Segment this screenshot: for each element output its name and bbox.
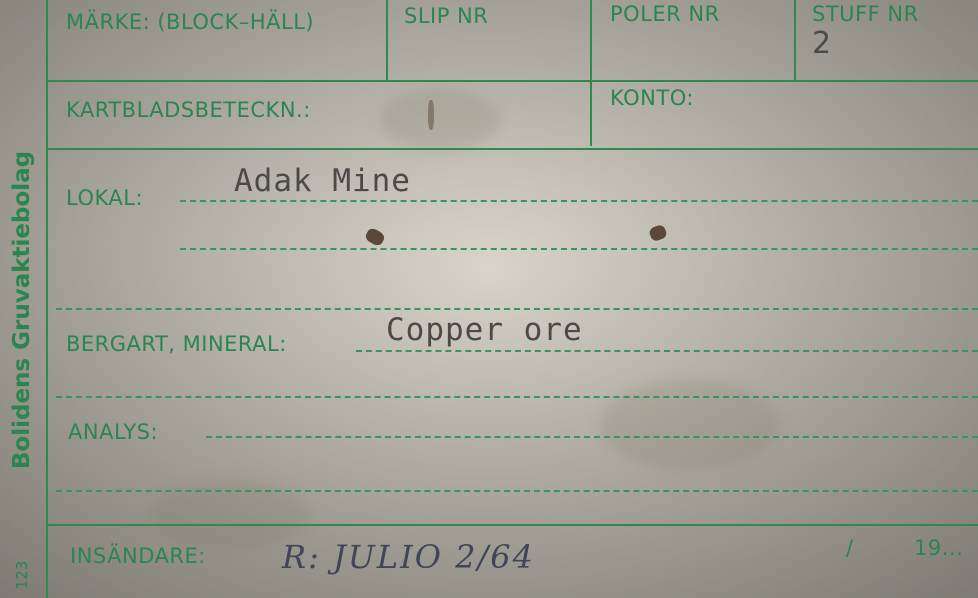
speck	[428, 100, 434, 130]
divider-konto	[590, 82, 592, 146]
speck	[648, 224, 668, 243]
row-line-second	[46, 148, 978, 150]
lokal-line-2	[180, 248, 978, 250]
date-year: 19...	[914, 536, 964, 560]
poler-label: POLER NR	[610, 2, 720, 26]
bergart-label: BERGART, MINERAL:	[66, 332, 287, 356]
analys-label: ANALYS:	[68, 420, 159, 444]
stuff-label: STUFF NR	[812, 2, 919, 26]
bergart-value: Copper ore	[386, 312, 583, 348]
left-border-line	[46, 0, 48, 598]
lokal-value: Adak Mine	[234, 163, 411, 199]
date-separator: /	[846, 536, 854, 560]
divider-poler	[590, 0, 592, 80]
separator-line-1	[56, 308, 978, 310]
row-line-top	[46, 80, 978, 82]
insandare-value: R: JULIO 2/64	[282, 538, 535, 576]
bergart-line	[356, 350, 978, 352]
lokal-label: LOKAL:	[66, 186, 144, 210]
sidebar-company: Bolidens Gruvaktiebolag	[9, 150, 35, 470]
slip-label: SLIP NR	[404, 4, 489, 28]
stain	[600, 380, 780, 470]
row-line-bottom	[46, 524, 978, 526]
divider-slip	[386, 0, 388, 80]
speck	[364, 226, 387, 247]
sidebar-number: 123	[13, 560, 31, 590]
lokal-line-1	[180, 200, 978, 202]
insandare-label: INSÄNDARE:	[70, 544, 206, 568]
separator-line-3	[56, 490, 978, 492]
stain	[380, 90, 500, 150]
divider-stuff	[794, 0, 796, 80]
kartblad-label: KARTBLADSBETECKN.:	[66, 98, 311, 122]
konto-label: KONTO:	[610, 86, 694, 110]
analys-line	[206, 436, 978, 438]
separator-line-2	[56, 396, 978, 398]
stuff-value: 2	[812, 26, 832, 61]
marke-label: MÄRKE: (BLOCK–HÄLL)	[66, 10, 315, 34]
